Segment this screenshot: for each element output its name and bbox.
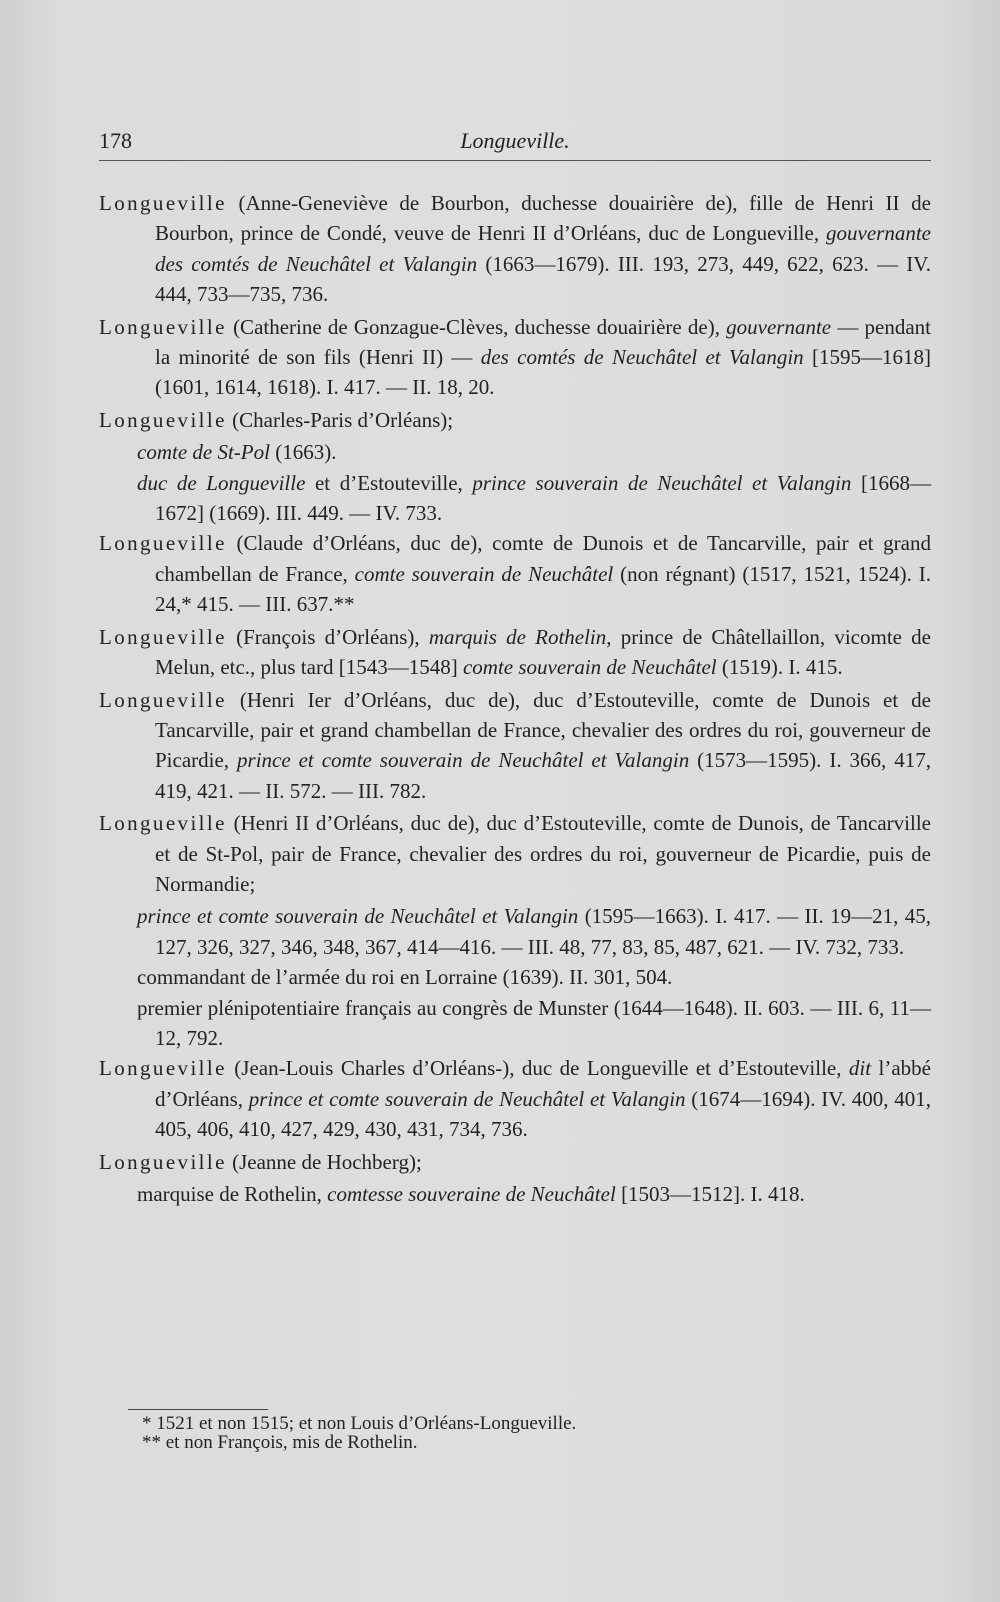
entry-role: marquis de Rothelin (428, 624, 607, 649)
entry-refs: (1674—1694). IV. 400, 401, 405, 406, 410, 427, 429, 430, 431, 734, 736. (155, 1086, 931, 1142)
entry-headword: Longueville (99, 191, 227, 215)
entry-role: prince et comte souverain de Neuchâtel et Valangin (237, 748, 690, 773)
entry-role: des comtés de Neuchâtel et Valangin (480, 345, 804, 370)
entry-catherine (99, 312, 931, 403)
entry-subentry (99, 1179, 931, 1209)
entry-refs: (1663). (269, 440, 337, 465)
footnote: ** et non François, mis de Rothelin. (142, 1432, 418, 1453)
entry-role: comtesse souveraine de Neuchâtel (327, 1182, 616, 1206)
entry-claude (99, 528, 931, 619)
entry-text: (Catherine de Gonzague-Clèves, duchesse douairière de), (226, 314, 727, 339)
entry-headword: Longueville (99, 1056, 227, 1081)
entry-headword: Longueville (99, 811, 227, 836)
entry-refs: (1573—1595). I. 366, 417, 419, 421. — II. 572. — III. 782. (155, 748, 931, 803)
entry-jeanne (99, 1147, 931, 1177)
header-rule (99, 160, 931, 161)
entry-role: prince souverain de Neuchâtel et Valangin (472, 470, 852, 495)
entry-role: comte de St-Pol (137, 440, 270, 465)
entry-refs: [1668—1672] (1669). III. 449. — IV. 733. (155, 470, 931, 526)
footnote-rule (128, 1409, 268, 1410)
entry-text: , prince de Châtellaillon, vicomte de Melun, etc., plus tard [1543—1548] (155, 624, 931, 680)
entry-headword: Longueville (99, 531, 227, 556)
entry-refs: [1503—1512]. I. 418. (615, 1182, 805, 1206)
entry-role: duc de Longueville (137, 470, 306, 495)
entry-subentry (99, 437, 931, 467)
entry-role: dit (848, 1056, 872, 1081)
entry-text: (Claude d’Orléans, duc de), comte de Dunois et de Tancarville, pair et grand chambellan de France, (155, 531, 931, 586)
entry-refs: (1519). I. 415. (716, 655, 843, 680)
entry-subentry (99, 993, 931, 1054)
entry-role: gouvernante (726, 314, 832, 339)
entry-refs: [1595—1618] (1601, 1614, 1618). I. 417. — II. 18, 20. (155, 345, 931, 400)
entry-henri-1 (99, 685, 931, 807)
entry-text: — pendant la minorité de son fils (Henri II) — (155, 314, 931, 370)
entry-charles-paris (99, 405, 931, 435)
entry-role: prince et comte souverain de Neuchâtel et Valangin (248, 1086, 686, 1111)
page-number: 178 (99, 128, 132, 153)
entry-headword: Longueville (99, 687, 227, 712)
entry-role: prince et comte souverain de Neuchâtel et Valangin (137, 904, 579, 929)
entry-text: (Henri II d’Orléans, duc de), duc d’Estouteville, comte de Dunois, de Tancarville et de St-Pol, pair de France, chevalier des ordres du roi, gouverneur de Picardie, puis de Normandie; (155, 811, 931, 896)
entry-headword: Longueville (99, 407, 227, 432)
entry-text: et d’Estouteville, (305, 470, 473, 495)
entry-headword: Longueville (99, 1149, 227, 1174)
entry-subentry (99, 468, 931, 529)
entry-headword: Longueville (99, 314, 227, 339)
footnotes (142, 1414, 842, 1452)
entry-text: (François d’Orléans), (226, 624, 429, 649)
entry-text: l’abbé d’Orléans, (155, 1056, 931, 1111)
entry-francois (99, 622, 931, 683)
entry-henri-2 (99, 808, 931, 899)
entry-anne-genevieve (99, 188, 931, 310)
entry-text: (Jeanne de Hochberg); (226, 1149, 422, 1174)
footnote: * 1521 et non 1515; et non Louis d’Orléans-Longueville. (142, 1413, 577, 1434)
entry-jean-louis (99, 1053, 931, 1144)
running-title: Longueville. (460, 128, 570, 153)
entry-role: gouvernante des comtés de Neuchâtel et Valangin (155, 221, 931, 276)
entry-role: comte souverain de Neuchâtel (462, 655, 717, 680)
entry-text: commandant de l’armée du roi en Lorraine (1639). II. 301, 504. (137, 965, 673, 990)
entry-refs: (1663—1679). III. 193, 273, 449, 622, 623. — IV. 444, 733—735, 736. (155, 251, 931, 307)
entry-subentry (99, 962, 931, 992)
entry-subentry (99, 901, 931, 962)
entry-text: (Anne-Geneviève de Bourbon, duchesse douairière de), fille de Henri II de Bourbon, prince de Condé, veuve de Henri II d’Orléans, duc de Longueville, (155, 191, 931, 246)
entry-refs: (non régnant) (1517, 1521, 1524). I. 24,* 415. — III. 637.** (155, 561, 932, 617)
entry-headword: Longueville (99, 624, 227, 649)
entry-refs: (1595—1663). I. 417. — II. 19—21, 45, 127, 326, 327, 346, 348, 367, 414—416. — III. 48, 77, 83, 85, 487, 621. — IV. 732, 733. (155, 904, 931, 959)
entry-text: (Charles-Paris d’Orléans); (226, 407, 454, 432)
entry-text: (Henri Ier d’Orléans, duc de), duc d’Estouteville, comte de Dunois et de Tancarville, pair et grand chambellan de France, chevalier des ordres du roi, gouverneur de Picardie, (155, 687, 931, 773)
entry-text: (Jean-Louis Charles d’Orléans-), duc de Longueville et d’Estouteville, (226, 1056, 849, 1081)
index-body (99, 188, 931, 1209)
entry-role: comte souverain de Neuchâtel (354, 561, 614, 586)
entry-text: marquise de Rothelin, (137, 1182, 328, 1206)
entry-text: premier plénipotentiaire français au congrès de Munster (1644—1648). II. 603. — III. 6, 11—12, 792. (137, 995, 931, 1050)
page-header (99, 122, 931, 156)
